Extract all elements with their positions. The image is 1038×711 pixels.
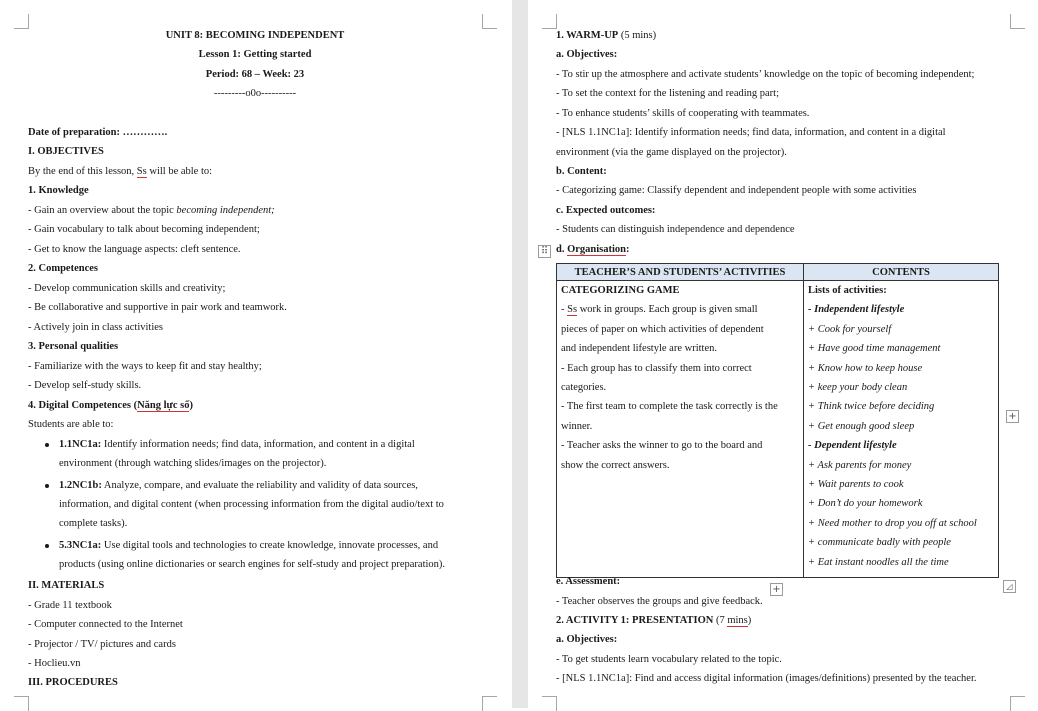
students-able-line: Students are able to: — [28, 419, 114, 430]
heading-digital-competences: 4. Digital Competences (Năng lực số) — [28, 400, 193, 411]
contents-line: + keep your body clean — [808, 382, 908, 394]
activity-line: - Ss work in groups. Each group is given small — [561, 304, 758, 316]
contents-line: + Wait parents to cook — [808, 479, 904, 491]
objective-item: - To enhance students’ skills of cooperating with teammates. — [556, 108, 810, 119]
contents-line: - Dependent lifestyle — [808, 440, 897, 452]
contents-line: + communicate badly with people — [808, 537, 951, 549]
heading-knowledge: 1. Knowledge — [28, 185, 89, 196]
activity-line: pieces of paper on which activities of dependent — [561, 323, 764, 335]
quality-item: - Familiarize with the ways to keep fit and stay healthy; — [28, 361, 262, 372]
spellcheck-word: Ss — [567, 304, 578, 316]
resize-icon: ◿ — [1006, 582, 1013, 591]
bullet-dot — [45, 484, 49, 488]
digital-bullet-cont: complete tasks). — [59, 518, 128, 529]
digital-bullet-cont: information, and digital content (when processing information from the digital audio/text to — [59, 499, 444, 510]
quality-item: - Develop self-study skills. — [28, 380, 142, 391]
knowledge-item: - Get to know the language aspects: cleft sentence. — [28, 244, 241, 255]
material-item: - Grade 11 textbook — [28, 600, 112, 611]
material-item: - Projector / TV/ pictures and cards — [28, 639, 176, 650]
add-row-button[interactable] — [770, 583, 783, 596]
contents-line: + Don’t do your homework — [808, 498, 923, 510]
organisation-label: d. Organisation: — [556, 244, 630, 255]
activity-line: - The first team to complete the task correctly is the — [561, 401, 778, 413]
objectives-label-2: a. Objectives: — [556, 634, 618, 645]
heading-personal-qualities: 3. Personal qualities — [28, 341, 119, 352]
crop-mark — [482, 696, 497, 711]
spellcheck-word: Ss — [136, 166, 147, 177]
lesson-title: Lesson 1: Getting started — [198, 49, 312, 60]
contents-line: + Know how to keep house — [808, 362, 923, 374]
contents-line: + Think twice before deciding — [808, 401, 935, 413]
warmup-heading: 1. WARM-UP (5 mins) — [556, 30, 657, 41]
outcome-item: - Students can distinguish independence and dependence — [556, 224, 795, 235]
competence-item: - Actively join in class activities — [28, 322, 164, 333]
objective-item: - [NLS 1.1NC1a]: Identify information needs; find data, information, and content in a digital — [556, 127, 946, 138]
contents-cell[interactable] — [804, 281, 999, 578]
content-item: - Categorizing game: Classify dependent and independent people with some activities — [556, 185, 917, 196]
heading-materials: II. MATERIALS — [28, 580, 105, 591]
activity-line: and independent lifestyle are written. — [561, 343, 717, 355]
digital-bullet-cont: environment (through watching slides/images on the projector). — [59, 458, 327, 469]
digital-bullet: 1.2NC1b: Analyze, compare, and evaluate the reliability and validity of data sources, — [59, 480, 418, 491]
assessment-label: e. Assessment: — [556, 576, 621, 587]
activity-line: categories. — [561, 382, 607, 394]
game-title: CATEGORIZING GAME — [561, 285, 680, 296]
bullet-dot — [45, 544, 49, 548]
knowledge-item: - Gain vocabulary to talk about becoming independent; — [28, 224, 260, 235]
activity-line: - Each group has to classify them into correct — [561, 362, 752, 374]
digital-bullet: 1.1NC1a: Identify information needs; find data, information, and content in a digital — [59, 439, 415, 450]
activity-line: show the correct answers. — [561, 459, 670, 471]
contents-line: + Eat instant noodles all the time — [808, 556, 949, 568]
material-item: - Computer connected to the Internet — [28, 619, 183, 630]
objective-item-cont: environment (via the game displayed on the projector). — [556, 147, 787, 158]
digital-bullet: 5.3NC1a: Use digital tools and technologies to create knowledge, innovate processes, and — [59, 540, 439, 551]
contents-line: + Get enough good sleep — [808, 420, 915, 432]
intro-line: By the end of this lesson, Ss will be able to: — [28, 166, 213, 177]
activity-line: winner. — [561, 420, 593, 432]
plus-icon: + — [772, 584, 781, 595]
competence-item: - Develop communication skills and creativity; — [28, 283, 226, 294]
organisation-table — [556, 263, 999, 578]
table-header-contents: CONTENTS — [804, 264, 999, 281]
crop-mark — [1010, 696, 1025, 711]
date-of-preparation: Date of preparation: …………. — [28, 127, 168, 138]
plus-icon: + — [1008, 411, 1017, 422]
crop-mark — [482, 14, 497, 29]
contents-line: + Need mother to drop you off at school — [808, 517, 977, 529]
content-label: b. Content: — [556, 166, 607, 177]
knowledge-item: - Gain an overview about the topic becoming independent; — [28, 205, 275, 216]
crop-mark — [14, 696, 29, 711]
objective-item: - To set the context for the listening and reading part; — [556, 88, 780, 99]
objective2-item: - To get students learn vocabulary related to the topic. — [556, 654, 782, 665]
activity-line-rest: work in groups. Each group is given small — [577, 304, 758, 316]
period-line: Period: 68 – Week: 23 — [205, 69, 305, 80]
page-gutter — [512, 0, 528, 708]
material-item: - Hoclieu.vn — [28, 658, 81, 669]
digital-bullet-cont: products (using online dictionaries or search engines for self-study and project preparation). — [59, 559, 446, 570]
table-header-activities: TEACHER’S AND STUDENTS’ ACTIVITIES — [557, 264, 804, 281]
contents-title: Lists of activities: — [808, 285, 887, 296]
unit-title: UNIT 8: BECOMING INDEPENDENT — [165, 30, 345, 41]
table-resize-handle[interactable] — [1003, 580, 1016, 593]
contents-line: - Independent lifestyle — [808, 304, 905, 316]
objective2-item: - [NLS 1.1NC1a]: Find and access digital information (images/definitions) presented by the teacher. — [556, 673, 977, 684]
heading-objectives: I. OBJECTIVES — [28, 146, 104, 157]
competence-item: - Be collaborative and supportive in pair work and teamwork. — [28, 302, 287, 313]
activity1-heading: 2. ACTIVITY 1: PRESENTATION (7 mins) — [556, 615, 752, 626]
bullet-dot — [45, 443, 49, 447]
contents-line: + Have good time management — [808, 343, 941, 355]
objective-item: - To stir up the atmosphere and activate students’ knowledge on the topic of becoming independent; — [556, 69, 975, 80]
crop-mark — [1010, 14, 1025, 29]
divider-line: ---------o0o---------- — [213, 88, 297, 99]
objectives-label: a. Objectives: — [556, 49, 618, 60]
contents-line: + Cook for yourself — [808, 323, 892, 335]
table-move-handle[interactable] — [538, 245, 551, 258]
assessment-item: - Teacher observes the groups and give feedback. — [556, 596, 763, 607]
outcomes-label: c. Expected outcomes: — [556, 205, 656, 216]
contents-line: + Ask parents for money — [808, 459, 912, 471]
move-icon: ⠿ — [540, 246, 549, 257]
crop-mark — [14, 14, 29, 29]
activity-line: - Teacher asks the winner to go to the board and — [561, 440, 763, 452]
crop-mark — [542, 14, 557, 29]
heading-competences: 2. Competences — [28, 263, 98, 274]
crop-mark — [542, 696, 557, 711]
heading-procedures: III. PROCEDURES — [28, 677, 118, 688]
activities-cell[interactable] — [557, 281, 804, 578]
add-column-button[interactable] — [1006, 410, 1019, 423]
